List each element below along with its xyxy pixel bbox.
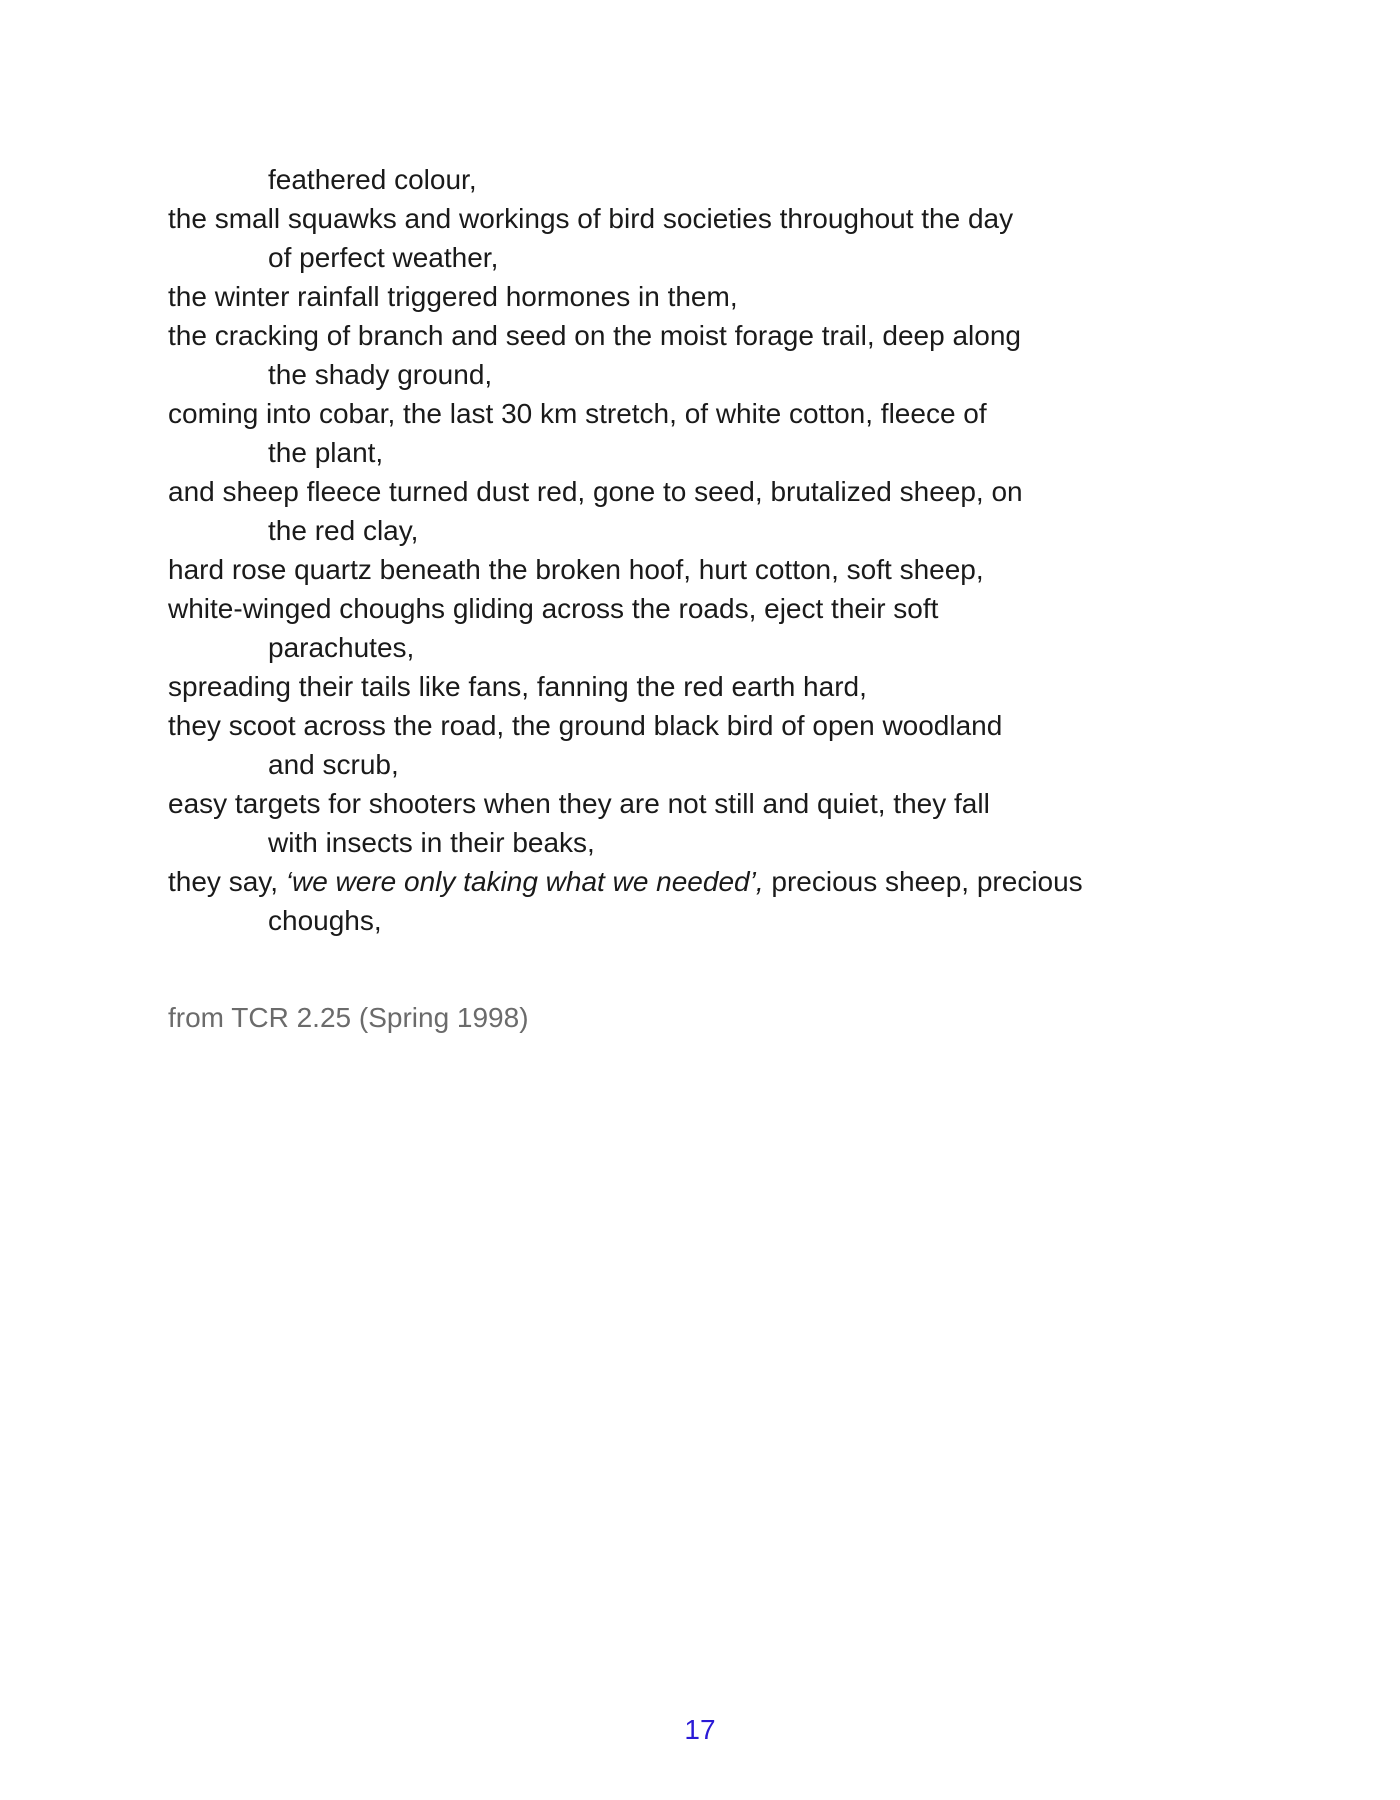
poem-line: the shady ground, (268, 359, 493, 390)
poem-line: they scoot across the road, the ground black bird of open woodland (168, 710, 1003, 741)
poem-line: white-winged choughs gliding across the roads, eject their soft (168, 593, 939, 624)
poem-line: the red clay, (268, 515, 419, 546)
poem-quote-line (168, 862, 1248, 901)
poem-line: the plant, (268, 437, 384, 468)
poem-line: parachutes, (268, 632, 415, 663)
poem-final-line: choughs, (268, 905, 382, 936)
poem-line: coming into cobar, the last 30 km stretch, of white cotton, fleece of (168, 398, 987, 429)
poem-line: of perfect weather, (268, 242, 499, 273)
page-number: 17 (684, 1714, 716, 1745)
poem-line: spreading their tails like fans, fanning the red earth hard, (168, 671, 867, 702)
quote-line-before: they say, (168, 866, 286, 897)
poem-body (168, 160, 1248, 940)
poem-line: the winter rainfall triggered hormones in them, (168, 281, 738, 312)
quote-line-italic: ‘we were only taking what we needed’, (285, 866, 764, 897)
poem-line: and scrub, (268, 749, 399, 780)
poem-line: the cracking of branch and seed on the moist forage trail, deep along (168, 320, 1021, 351)
poem-line: with insects in their beaks, (268, 827, 595, 858)
source-citation: from TCR 2.25 (Spring 1998) (168, 1002, 529, 1033)
quote-line-after: precious sheep, precious (763, 866, 1083, 897)
poem-line: hard rose quartz beneath the broken hoof, hurt cotton, soft sheep, (168, 554, 984, 585)
poem-line: feathered colour, (268, 164, 477, 195)
poem-line: and sheep fleece turned dust red, gone to seed, brutalized sheep, on (168, 476, 1023, 507)
poem-line: the small squawks and workings of bird societies throughout the day (168, 203, 1014, 234)
poem-line: easy targets for shooters when they are not still and quiet, they fall (168, 788, 990, 819)
